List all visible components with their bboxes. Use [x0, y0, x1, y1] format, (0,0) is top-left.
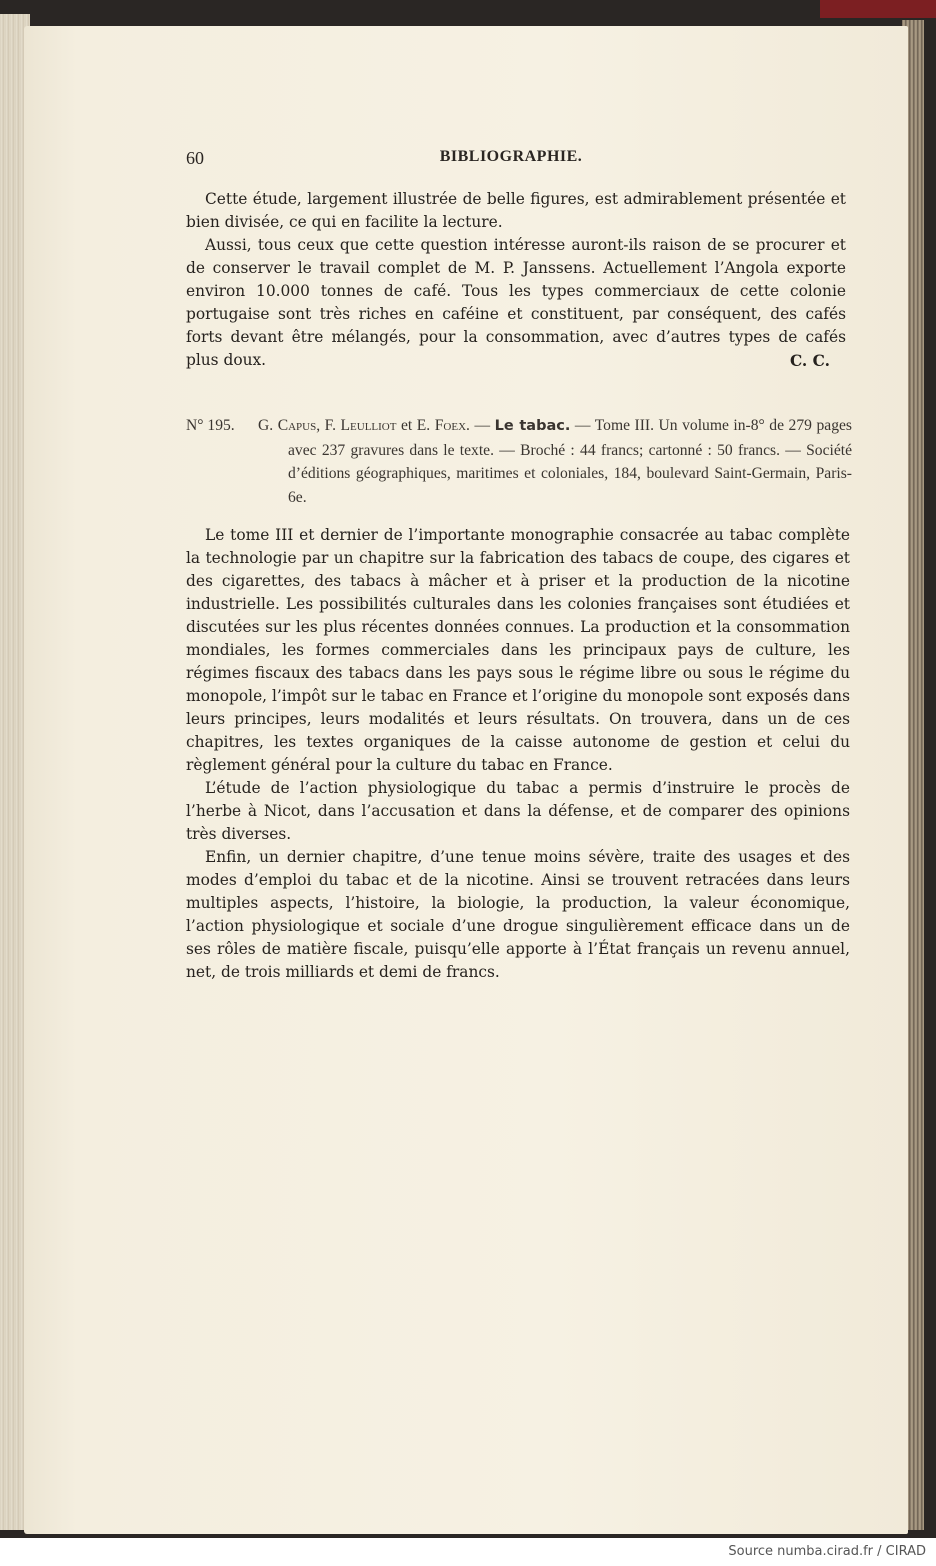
entry-title: Le tabac.	[494, 418, 571, 434]
review-1-body	[186, 188, 846, 372]
entry-authors-prefix: G.	[258, 417, 274, 434]
entry-author-2-initial: , F.	[316, 417, 336, 434]
entry-details: — Tome III. Un volume in-8° de 279 pages avec 237 gravures dans le texte. — Broché : 44 francs; cartonné : 50 francs. — Société d’éditions géographiques, maritimes et coloniales, 184, boulevard Saint-Germain, Paris-6e.	[288, 417, 852, 506]
bibliography-entry-195	[186, 414, 852, 509]
review-1-signature: C. C.	[789, 352, 830, 370]
review-1-paragraph-2: Aussi, tous ceux que cette question intéresse auront-ils raison de se procurer et de conserver le travail complet de M. P. Janssens. Actuellement l’Angola exporte environ 10.000 tonnes de café. Tous les types commerciaux de cette colonie portugaise sont très riches en caféine et constituent, par conséquent, des cafés forts devant être mélangés, pour la consommation, avec d’autres types de cafés plus doux.	[186, 236, 846, 369]
review-2-paragraph-1: Le tome III et dernier de l’importante monographie consacrée au tabac complète la technologie par un chapitre sur la fabrication des tabacs de coupe, des cigares et des cigarettes, des tabacs à mâcher et à priser et la production de la nicotine industrielle. Les possibilités culturales dans les colonies françaises sont étudiées et discutées sur les plus récentes données connues. La production et la consommation mondiales, les formes commerciales dans les principaux pays de culture, les régimes fiscaux des tabacs dans les pays sous le régime libre ou sous le régime du monopole, l’impôt sur le tabac en France et l’origine du monopole sont exposés dans leurs principes, leurs modalités et leurs résultats. On trouvera, dans un de ces chapitres, les textes organiques de la caisse autonome de gestion et celui du règlement général pour la culture du tabac en France.	[186, 526, 850, 774]
entry-number: N° 195.	[186, 417, 235, 434]
review-2-body	[186, 524, 850, 984]
entry-citation	[258, 414, 852, 509]
entry-author-1: Capus	[277, 417, 317, 434]
page-header	[186, 148, 836, 174]
book-cover-edge	[820, 0, 936, 18]
entry-dash: . —	[466, 417, 495, 434]
page-number: 60	[186, 148, 204, 168]
review-1-paragraph-1: Cette étude, largement illustrée de belle figures, est admirablement présentée et bien divisée, ce qui en facilite la lecture.	[186, 190, 846, 231]
running-title: BIBLIOGRAPHIE.	[439, 148, 583, 165]
entry-author-3-prefix: et E.	[396, 417, 431, 434]
entry-author-3: Foex	[434, 417, 467, 434]
source-credit: Source numba.cirad.fr / CIRAD	[728, 1544, 926, 1559]
review-2-paragraph-3: Enfin, un dernier chapitre, d’une tenue moins sévère, traite des usages et des modes d’emploi du tabac et de la nicotine. Ainsi se trouvent retracées dans leurs multiples aspects, l’histoire, la biologie, la production, la valeur économique, l’action physiologique et sociale d’une drogue singulièrement efficace dans un de ses rôles de matière fiscale, puisqu’elle apporte à l’État français un revenu annuel, net, de trois milliards et demi de francs.	[186, 848, 850, 981]
entry-author-2: Leulliot	[340, 417, 397, 434]
review-2-paragraph-2: L’étude de l’action physiologique du tabac a permis d’instruire le procès de l’herbe à Nicot, dans l’accusation et dans la défense, et de comparer des opinions très diverses.	[186, 779, 850, 843]
